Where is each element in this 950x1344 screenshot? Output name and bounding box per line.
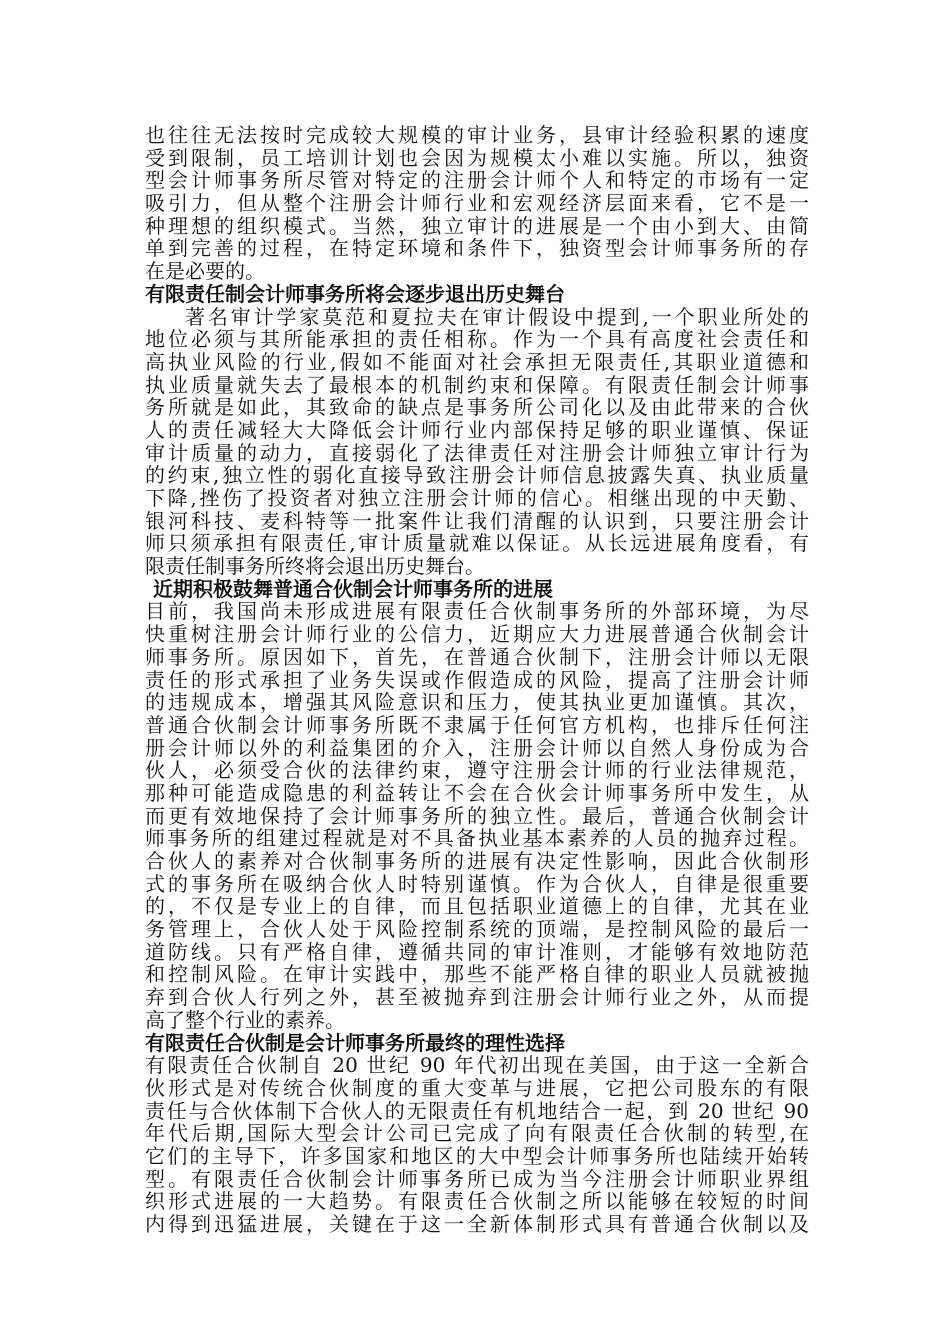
paragraph-general-partnership: [145, 600, 809, 1031]
text-line: 合伙人的素养对合伙制事务所的进展有决定性影响，因此合伙制形: [145, 849, 809, 873]
text-line: 织形式进展的一大趋势。有限责任合伙制之所以能够在较短的时间: [145, 1189, 809, 1214]
text-line: 的约束,独立性的弱化直接导致注册会计师信息披露失真、执业质量: [145, 463, 809, 488]
text-line: 普通合伙制会计师事务所既不隶属于任何官方机构，也排斥任何注: [145, 712, 809, 737]
text-line: 册会计师以外的利益集团的介入，注册会计师以自然人身份成为合: [145, 735, 809, 760]
text-line: 型。有限责任合伙制会计师事务所已成为当今注册会计师职业界组: [145, 1166, 809, 1191]
text-line: 那种可能造成隐患的利益转让不会在合伙会计师事务所中发生，从: [145, 780, 809, 805]
text-line: 著名审计学家莫范和夏拉夫在审计假设中提到,一个职业所处的: [185, 304, 809, 329]
text-line: 的违规成本，增强其风险意识和压力，使其执业更加谨慎。其次，: [145, 690, 809, 715]
section-heading: 有限责任制会计师事务所将会逐步退出历史舞台: [145, 281, 565, 306]
section-heading: 近期积极鼓舞普通合伙制会计师事务所的进展: [153, 576, 553, 601]
text-line: 审计质量的动力，直接弱化了法律责任对注册会计师独立审计行为: [145, 440, 809, 465]
text-line: 内得到迅猛进展，关键在于这一全新体制形式具有普通合伙制以及: [145, 1212, 809, 1236]
paragraph-intro: [145, 124, 809, 283]
text-line: 高了整个行业的素养。: [145, 1007, 345, 1032]
text-line: 师只须承担有限责任,审计质量就难以保证。从长远进展角度看，有: [145, 531, 809, 556]
text-line: 也往往无法按时完成较大规模的审计业务，县审计经验积累的速度: [145, 123, 809, 147]
text-line: 受到限制，员工培训计划也会因为规模太小难以实施。所以，独资: [145, 145, 809, 170]
text-line: 务管理上，合伙人处于风险控制系统的顶端，是控制风险的最后一: [145, 917, 809, 942]
text-line: 伙人，必须受合伙的法律约束，遵守注册会计师的行业法律规范，: [145, 758, 809, 783]
paragraph-limited-liability: [145, 306, 809, 578]
text-line: 限责任制事务所终将会退出历史舞台。: [145, 554, 485, 579]
text-line: 师事务所。原因如下，首先，在普通合伙制下，注册会计师以无限: [145, 644, 809, 669]
text-line: 在是必要的。: [145, 259, 265, 284]
text-line: 人的责任减轻大大降低会计师行业内部保持足够的职业谨慎、保证: [145, 417, 809, 442]
text-line: 执业质量就失去了最根本的机制约束和保障。有限责任制会计师事: [145, 372, 809, 397]
text-line: 师事务所的组建过程就是对不具备执业基本素养的人员的抛弃过程。: [145, 826, 809, 851]
text-line: 而更有效地保持了会计师事务所的独立性。最后，普通合伙制会计: [145, 803, 809, 828]
text-line: 责任与合伙体制下合伙人的无限责任有机地结合一起，到 20 世纪 90: [145, 1098, 809, 1123]
text-line: 吸引力，但从整个注册会计师行业和宏观经济层面来看，它不是一: [145, 191, 809, 216]
text-line: 单到完善的过程，在特定环境和条件下，独资型会计师事务所的存: [145, 236, 809, 261]
text-line: 高执业风险的行业,假如不能面对社会承担无限责任,其职业道德和: [145, 349, 809, 374]
text-line: 种理想的组织模式。当然，独立审计的进展是一个由小到大、由简: [145, 213, 809, 238]
text-line: 弃到合伙人行列之外，甚至被抛弃到注册会计师行业之外，从而提: [145, 985, 809, 1010]
text-line: 地位必须与其所能承担的责任相称。作为一个具有高度社会责任和: [145, 327, 809, 352]
text-line: 银河科技、麦科特等一批案件让我们清醒的认识到，只要注册会计: [145, 508, 809, 533]
text-line: 责任的形式承担了业务失误或作假造成的风险，提高了注册会计师: [145, 667, 809, 692]
text-line: 它们的主导下，许多国家和地区的大中型会计师事务所也陆续开始转: [145, 1143, 809, 1168]
text-line: 式的事务所在吸纳合伙人时特别谨慎。作为合伙人，自律是很重要: [145, 871, 809, 896]
text-line: 快重树注册会计师行业的公信力，近期应大力进展普通合伙制会计: [145, 622, 809, 647]
text-line: 年代后期,国际大型会计公司已完成了向有限责任合伙制的转型,在: [145, 1121, 809, 1146]
document-page: [145, 124, 809, 1236]
text-line: 目前，我国尚未形成进展有限责任合伙制事务所的外部环境，为尽: [145, 599, 809, 624]
text-line: 道防线。只有严格自律，遵循共同的审计准则，才能够有效地防范: [145, 939, 809, 964]
section-heading: 有限责任合伙制是会计师事务所最终的理性选择: [145, 1030, 565, 1055]
text-line: 有限责任合伙制自 20 世纪 90 年代初出现在美国，由于这一全新合: [145, 1053, 809, 1078]
text-line: 下降,挫伤了投资者对独立注册会计师的信心。相继出现的中天勤、: [145, 486, 809, 510]
paragraph-llp: [145, 1054, 809, 1236]
text-line: 务所就是如此，其致命的缺点是事务所公司化以及由此带来的合伙: [145, 395, 809, 420]
text-line: 和控制风险。在审计实践中，那些不能严格自律的职业人员就被抛: [145, 962, 809, 987]
text-line: 型会计师事务所尽管对特定的注册会计师个人和特定的市场有一定: [145, 168, 809, 193]
text-line: 的，不仅是专业上的自律，而且包括职业道德上的自律，尤其在业: [145, 894, 809, 919]
text-line: 伙形式是对传统合伙制度的重大变革与进展，它把公司股东的有限: [145, 1075, 809, 1100]
